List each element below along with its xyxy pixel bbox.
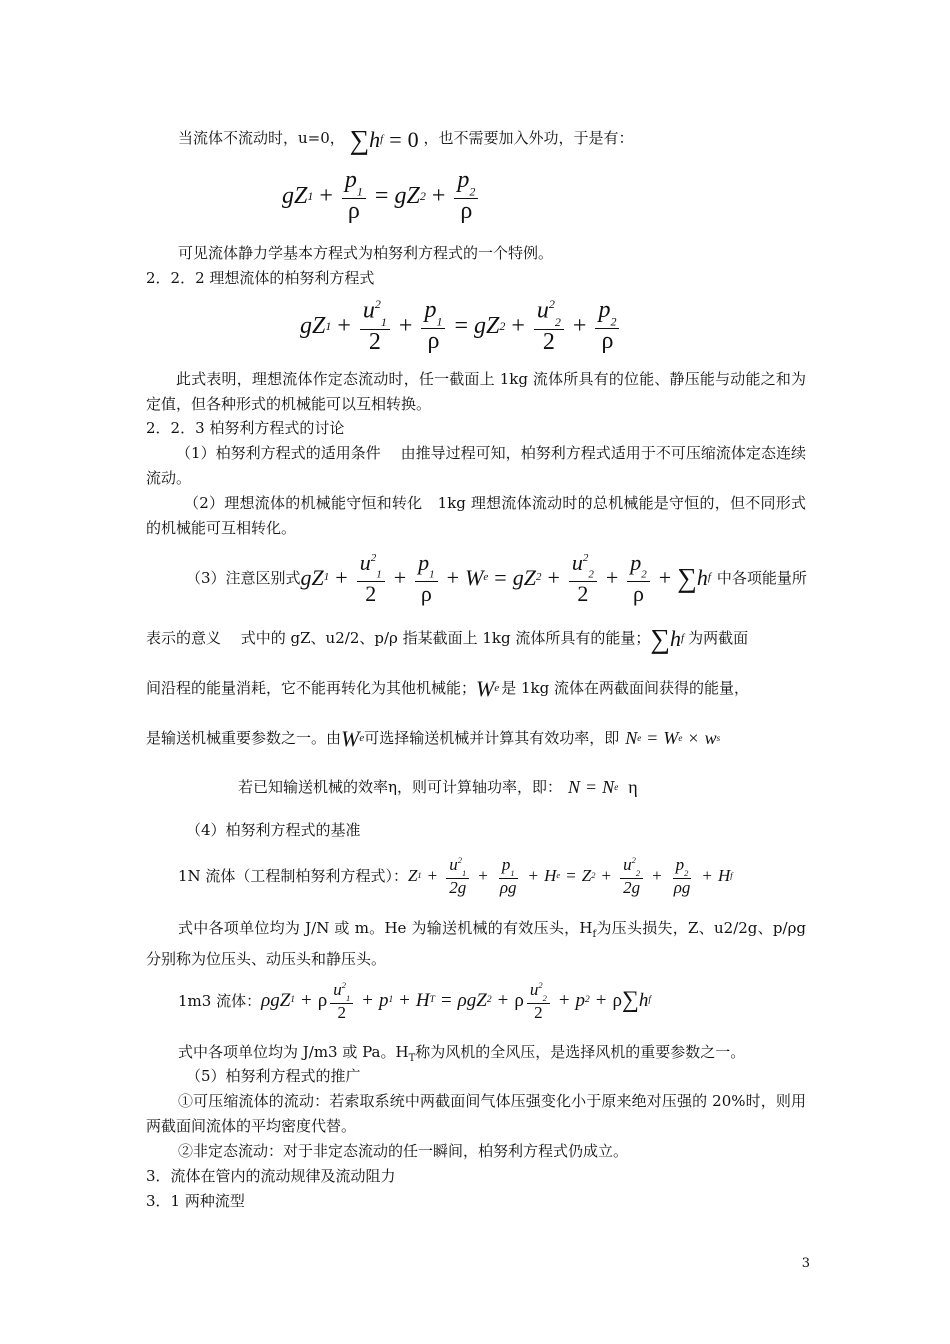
text-c3-g: 是输送机械重要参数之一。由 [146,728,342,747]
text-n1-desc-a: 式中各项单位均为 J/N 或 m。He 为输送机械的有效压头，H [178,919,593,937]
text-m3-desc-c: 称为风机的全风压，是选择风机的重要参数之一。 [415,1043,746,1061]
text-datum: （4）柏努利方程式的基准 [186,821,361,839]
text-distinguish [186,548,807,608]
equation-static: gZ 1 + $\frac{p_1}{\rho}$ = gZ 2 + $\frac{p_2}{\rho}$ [282,168,481,224]
text-meaning [146,622,748,654]
text-loss [146,672,749,704]
text-special-case: 可见流体静力学基本方程式为柏努利方程式的一个特例。 [178,244,554,262]
section-heading-3-1: 3．1 两种流型 [146,1192,245,1210]
equation-pressure-bernoulli: ρgZ 1 + ρ $\frac{u^2_1}{2}$ + p 1 + H T = ρgZ 2 + ρ $\frac{u^2_2}{2}$ + p 2 + ρ ∑ h f [261,979,652,1022]
text-shaft-power [238,772,638,802]
we-symbol: W e [476,675,500,701]
text-m3: 1m3 流体： [178,991,262,1010]
text-c3-c: 表示的意义 式中的 gZ、u2/2、p/ρ 指某截面上 1kg 流体所具有的能量； [146,628,651,647]
text-1m3-fluid [178,974,651,1028]
text-c3-d: 为两截面 [688,628,749,647]
text-l1-b: ，也不需要加入外功，于是有： [423,129,634,147]
equation-ideal-bernoulli: gZ 1 + $\frac{u^2_1}{2}$ + $\frac{p_1}{\rho}$ = gZ 2 + $\frac{u^2_2}{2}$ + $\frac{p_2}{\rho}$ [300,298,622,355]
text-c3-a: （3）注意区别式 [186,568,301,587]
equation-engineering-bernoulli: Z 1 + $\frac{u^2_1}{2g}$ + $\frac{p_1}{\rho g}$ + H e = Z 2 + $\frac{u^2_2}{2g}$ + $\frac{p_2}{\rho g}$ + H f [407,854,733,897]
text-extension: （5）柏努利方程式的推广 [186,1067,361,1085]
text-l1-a: 当流体不流动时，u=0， [178,129,345,147]
paragraph-energy-conservation: （2）理想流体的机械能守恒和转化 1kg 理想流体流动时的总机械能是守恒的，但不同形式的机械能可互相转化。 [146,494,806,537]
text-m3-desc-a: 式中各项单位均为 J/m3 或 Pa。H [178,1043,409,1061]
text-c3-i: 若已知输送机械的效率η，则可计算轴功率，即： [238,777,562,796]
text-n1-desc-b: f [592,929,597,940]
text-1n-fluid [178,852,733,900]
paragraph-ideal-fluid: 此式表明，理想流体作定态流动时，任一截面上 1kg 流体所具有的位能、静压能与动能之和为定值，但各种形式的机械能可以互相转换。 [146,370,806,413]
paragraph-compressible: ①可压缩流体的流动：若索取系统中两截面间气体压强变化小于原来绝对压强的 20%时，则用两截面间流体的平均密度代替。 [146,1092,806,1135]
sum-hf-zero-formula: ∑ h f = 0 [349,123,419,155]
section-heading-3: 3．流体在管内的流动规律及流动阻力 [146,1167,396,1185]
text-n1-desc-c: 为压头损失，Z、u2/2g、p/ρg 分别称为位压头、动压头和静压头。 [146,919,807,968]
text-m3-desc-b: T [408,1053,416,1064]
text-c3-e: 间沿程的能量消耗，它不能再转化为其他机械能； [146,678,477,697]
text-n1: 1N 流体（工程制柏努利方程式）： [178,866,408,885]
page-number: 3 [801,1256,810,1271]
section-heading-2-2-3: 2．2．3 柏努利方程式的讨论 [146,419,345,437]
text-unsteady: ②非定态流动：对于非定态流动的任一瞬间，柏努利方程式仍成立。 [178,1142,629,1160]
text-c3-b: 中各项能量所 [716,568,807,587]
sum-hf-symbol: ∑ h f [650,622,685,654]
paragraph-1n-units [146,916,806,972]
effective-power-formula: N e = W e × w s [625,727,721,748]
section-heading-2-2-2: 2．2．2 理想流体的柏努利方程式 [146,269,375,287]
paragraph-applicability: （1）柏努利方程式的适用条件 由推导过程可知，柏努利方程式适用于不可压缩流体定态连续流动。 [146,444,806,487]
we-symbol-2: W e [341,725,365,751]
text-c3-f: 是 1kg 流体在两截面间获得的能量， [501,678,750,697]
shaft-power-formula: N = N e η [568,776,638,797]
equation-bernoulli-full: gZ 1 + $\frac{u^2_1}{2}$ + $\frac{p_1}{\rho}$ + W e = gZ 2 + $\frac{u^2_2}{2}$ + $\frac{p_2}{\rho}$ + ∑ h f [300,549,711,607]
text-fluid-static [178,123,634,155]
text-power [146,722,720,754]
text-c3-h: 可选择输送机械并计算其有效功率，即 [364,728,620,747]
